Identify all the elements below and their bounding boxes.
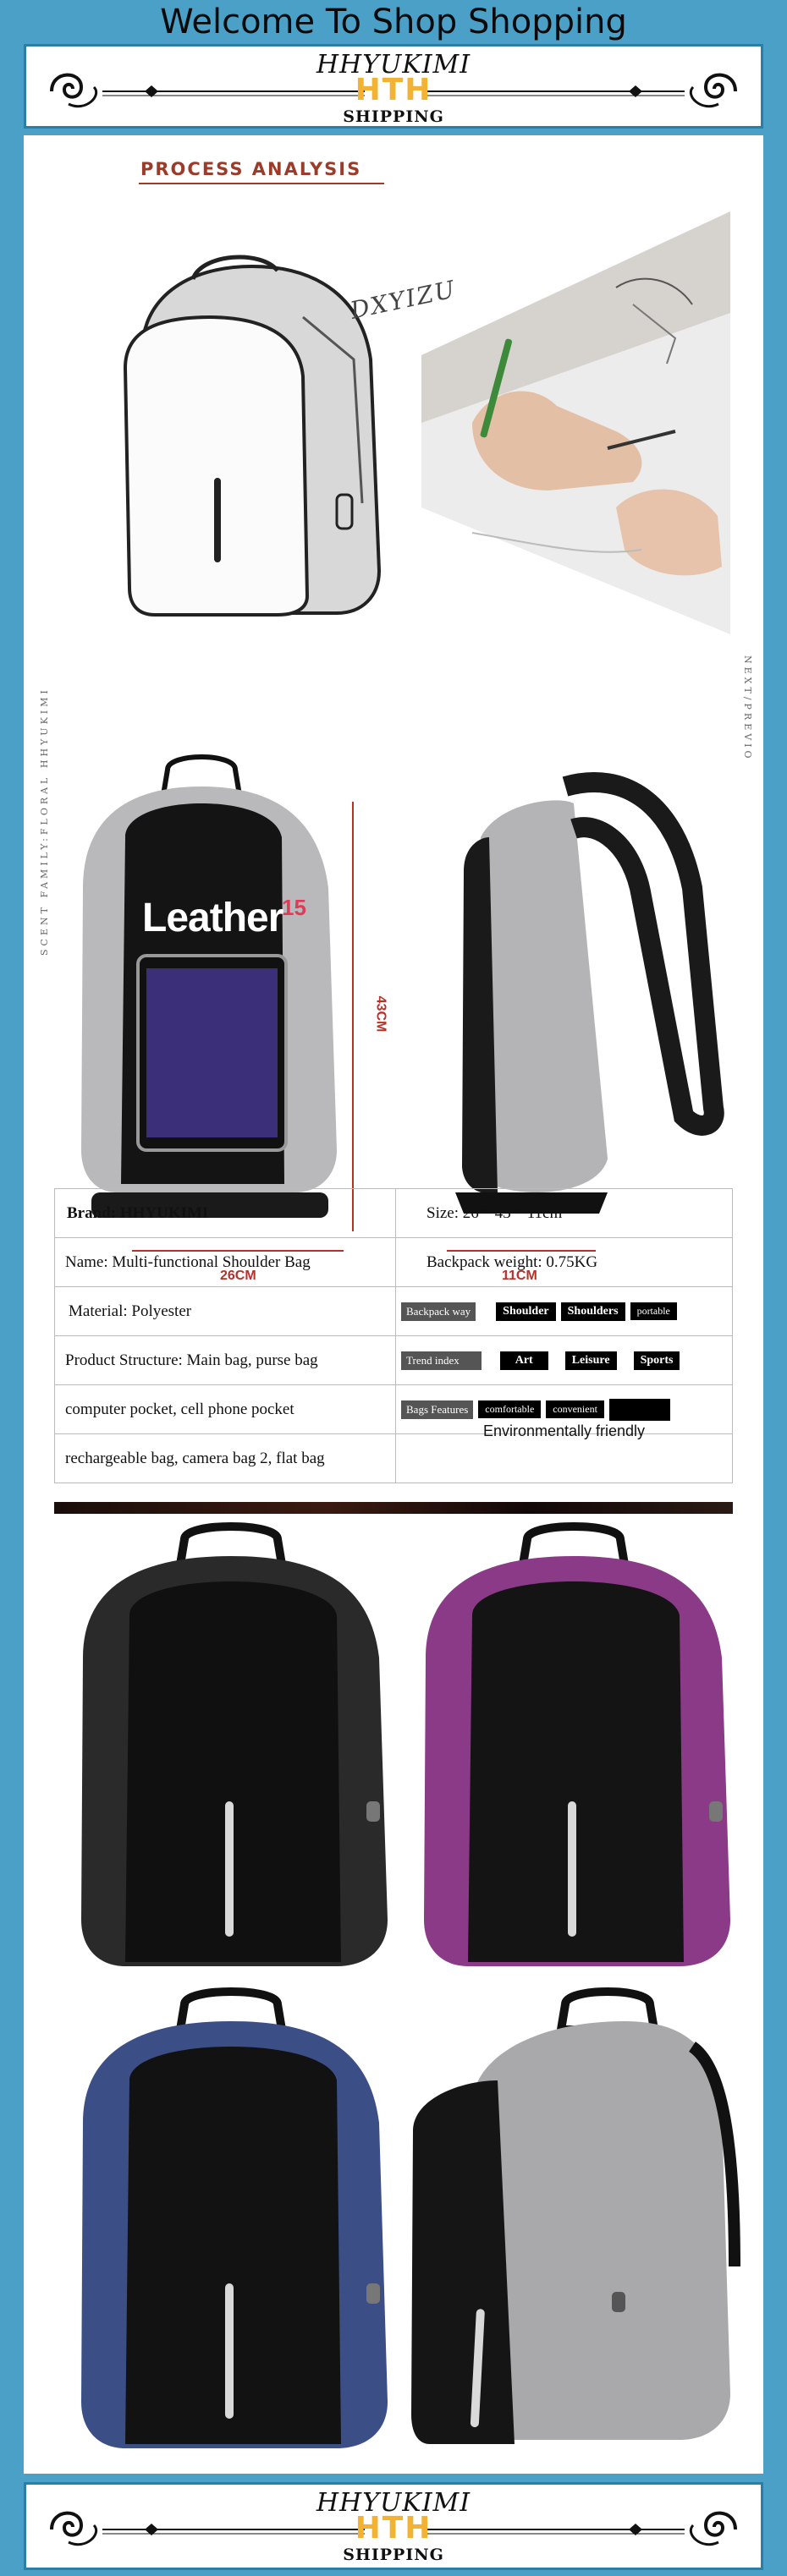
banner-shipping: SHIPPING [343,2546,444,2564]
spec-structure-2: computer pocket, cell phone pocket [55,1385,396,1434]
photo-leather-text: Leather [142,896,283,940]
spec-backpack-way [396,1287,733,1336]
spec-environment: Environmentally friendly [482,1422,646,1439]
spec-material: Material: Polyester [55,1287,396,1336]
watermark-text: DXYIZU [347,275,460,325]
height-dimension-line [352,802,354,1231]
tag-comfortable: comfortable [478,1400,541,1418]
tag-portable: portable [630,1302,677,1320]
spec-size: Size: 26 * 43 * 11cm [396,1189,733,1238]
features-label: Bags Features [401,1400,473,1419]
designer-sketching-photo [421,211,730,634]
spec-trend [396,1336,733,1385]
product-black-photo [66,1522,396,1979]
product-content [24,135,763,2474]
spec-weight: Backpack weight: 0.75KG [396,1238,733,1287]
welcome-title: Welcome To Shop Shopping [160,3,627,41]
banner-logo: HTH [355,2511,432,2546]
tag-art: Art [500,1351,548,1370]
spec-structure-3: rechargeable bag, camera bag 2, flat bag [55,1434,396,1483]
product-blue-photo [66,1987,396,2461]
product-purple-photo [409,1522,739,1979]
spec-structure-1: Product Structure: Main bag, purse bag [55,1336,396,1385]
process-title: PROCESS ANALYSIS [140,159,362,179]
banner-brand: HHYUKIMI [316,2488,471,2518]
spec-table [54,1188,733,1483]
spec-brand: Brand: HHYUKIMI [55,1189,396,1238]
backpack-side-photo [430,753,743,1243]
brand-banner-bottom [24,2482,763,2570]
tag-convenient: convenient [546,1400,604,1418]
backpack-front-photo [66,753,362,1243]
tag-shoulders: Shoulders [561,1302,625,1321]
photo-red-text: 15 [282,895,306,920]
brand-banner-top [24,44,763,129]
tag-leisure: Leisure [565,1351,617,1370]
decorative-strip [54,1502,733,1514]
trend-label: Trend index [401,1351,482,1370]
tag-shoulder: Shoulder [496,1302,555,1321]
side-text-left: SCENT FAMILY:FLORAL HHYUKIMI [39,687,50,956]
spec-name: Name: Multi-functional Shoulder Bag [55,1238,396,1287]
side-text-right: NEXT/PREVIO [742,655,753,762]
depth-dimension-label: 11CM [502,1269,537,1283]
width-dimension-label: 26CM [220,1269,256,1283]
banner-brand: HHYUKIMI [316,50,471,79]
process-underline [139,183,384,184]
backpack-way-label: Backpack way [401,1302,476,1321]
product-gray-photo [396,1987,743,2461]
tag-sports: Sports [634,1351,680,1370]
spec-env-cell [396,1422,733,1483]
tag-blank [609,1399,670,1421]
height-dimension-label: 43CM [373,995,388,1033]
banner-shipping: SHIPPING [343,107,444,126]
banner-logo: HTH [355,73,432,107]
